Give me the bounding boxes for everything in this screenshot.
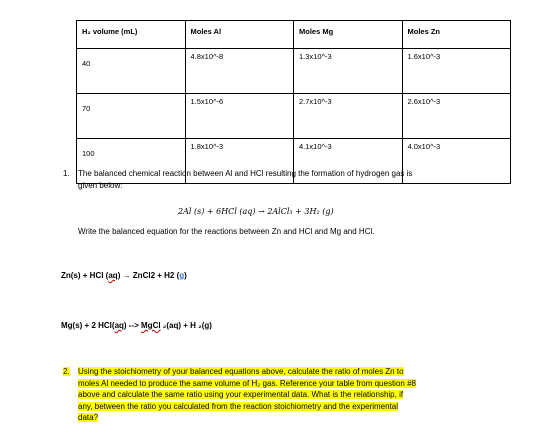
question-2-line: above and calculate the same ratio using your experimental data. What is the relationship, if [78, 390, 404, 399]
answer-text: Zn(s) + HCl ( [61, 271, 109, 280]
table-cell: 2.6x10^-3 [402, 94, 511, 139]
question-2-line: any, between the ratio you calculated from the reaction stoichiometry and the experimental [78, 401, 399, 411]
table-cell: 1.8x10^-3 [185, 139, 294, 184]
table-cell: 1.5x10^-6 [185, 94, 294, 139]
table-cell: 100 [77, 139, 186, 184]
question-2-line: data? [78, 413, 99, 422]
question-1-instruction: Write the balanced equation for the reactions between Zn and HCl and Mg and HCl. [78, 227, 375, 236]
answer-text: ₂(aq) + H ₂(g) [160, 321, 212, 330]
table-cell: 2.7x10^-3 [294, 94, 403, 139]
mg-hcl-answer[interactable] [61, 321, 212, 330]
spellcheck-underline: aq [108, 271, 118, 280]
spellcheck-underline: MgCl [141, 321, 161, 330]
question-2-line: moles Al needed to produce the same volume of H₂ gas. Reference your table from question #8 [78, 378, 416, 388]
table-cell: 4.0x10^-3 [402, 139, 511, 184]
question-2-text[interactable] [78, 366, 416, 424]
table-cell: 4.8x10^-8 [185, 49, 294, 94]
table-header-row [77, 21, 511, 49]
al-hcl-equation: 2Al (s) + 6HCl (aq) → 2AlCl₃ + 3H₂ (g) [178, 207, 334, 216]
spellcheck-underline: aq [114, 321, 124, 330]
answer-text: Mg(s) + 2 HCl( [61, 321, 115, 330]
question-2-line: Using the stoichiometry of your balanced equations above, calculate the ratio of moles Zn to [78, 367, 404, 376]
column-header-h2-volume: H₂ volume (mL) [77, 21, 186, 49]
question-2-number [63, 366, 70, 377]
column-header-moles-zn: Moles Zn [402, 21, 511, 49]
column-header-moles-mg: Moles Mg [294, 21, 403, 49]
answer-text: g [179, 271, 185, 280]
question-1-line-1: The balanced chemical reaction between Al and HCl resulting the formation of hydrogen gas is [78, 169, 413, 178]
table-row [77, 49, 511, 94]
table-cell: 1.6x10^-3 [402, 49, 511, 94]
table-row [77, 94, 511, 139]
question-1-number: 1. [63, 169, 70, 178]
answer-text: ) → ZnCl2 + H2 ( [117, 271, 180, 280]
zn-hcl-answer[interactable] [61, 271, 187, 280]
answer-text: ) --> [123, 321, 142, 330]
table-cell: 1.3x10^-3 [294, 49, 403, 94]
table-cell: 70 [77, 94, 186, 139]
table-cell: 4.1x10^-3 [294, 139, 403, 184]
table-cell: 40 [77, 49, 186, 94]
answer-text: ) [184, 271, 187, 280]
question-1-line-2: given below: [78, 180, 123, 190]
question-2-number-text: 2. [63, 367, 70, 376]
column-header-moles-al: Moles Al [185, 21, 294, 49]
question-1-text[interactable] [78, 168, 412, 191]
data-table [76, 20, 511, 184]
